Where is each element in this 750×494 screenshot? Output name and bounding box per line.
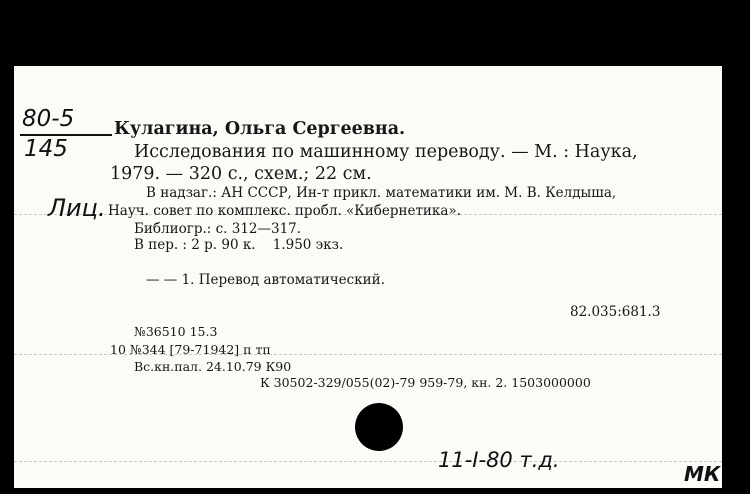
dotted-rule [14, 461, 722, 462]
subject-heading: — — 1. Перевод автоматический. [146, 272, 385, 288]
udc-code: 82.035:681.3 [570, 304, 661, 320]
shelfmark-line1: 80-5 [22, 106, 75, 132]
punch-hole [355, 403, 403, 451]
imprint: 1979. — 320 с., схем.; 22 см. [110, 164, 372, 184]
book-title: Исследования по машинному переводу. — М. : Наука, [134, 142, 638, 162]
bibliography-note: Библиогр.: с. 312—317. [134, 221, 302, 237]
catalog-index: К 30502-329/055(02)-79 959-79, кн. 2. 1503000000 [260, 375, 591, 390]
order-number: 10 №344 [79-71942] п тп [110, 342, 271, 357]
shelfmark-note: Лиц. [48, 194, 106, 222]
series-note-continued: Науч. совет по комплекс. пробл. «Кибернетика». [108, 203, 461, 219]
author-heading: Кулагина, Ольга Сергеевна. [114, 119, 406, 139]
series-note: В надзаг.: АН СССР, Ин-т прикл. математики им. М. В. Келдыша, [146, 185, 617, 201]
chamber-stamp: Вс.кн.пал. 24.10.79 К90 [134, 359, 292, 374]
registration-number: №36510 15.3 [134, 324, 218, 339]
shelfmark-line2: 145 [24, 136, 68, 162]
catalog-card [14, 66, 722, 488]
price-and-print-run: В пер. : 2 р. 90 к. 1.950 экз. [134, 237, 344, 253]
handwritten-initials: МК [684, 462, 721, 486]
handwritten-date: 11-I-80 т.д. [438, 448, 560, 472]
